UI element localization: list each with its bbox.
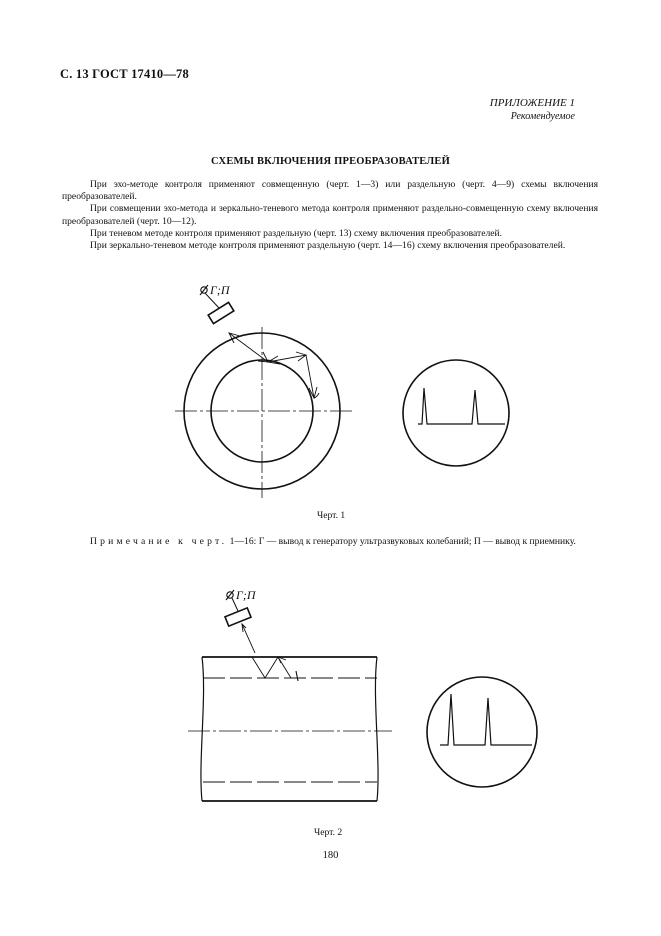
oscilloscope-screen xyxy=(403,360,509,466)
paragraph: При теневом методе контроля применяют раздельную (черт. 13) схему включения преобразователей. xyxy=(90,227,503,239)
note-lead: Примечание к черт. xyxy=(90,536,228,547)
figure-2-diagram xyxy=(188,588,537,801)
arrow-icon xyxy=(278,657,286,663)
pipe-break xyxy=(201,657,204,801)
echo-signal xyxy=(440,694,532,745)
appendix-subtitle: Рекомендуемое xyxy=(510,111,575,122)
figure-note xyxy=(62,536,598,548)
oscilloscope-screen xyxy=(427,677,537,787)
figure-2-connector-label: Г;П xyxy=(236,588,256,602)
paragraph: При совмещении эхо-метода и зеркально-теневого метода контроля применяют раздельно-совмещенную схему включения преобразователей (черт. 10—12). xyxy=(62,203,598,227)
figure-1-connector-label: Г;П xyxy=(210,283,230,297)
transducer xyxy=(208,302,234,323)
figure-1-caption: Черт. 1 xyxy=(317,510,346,521)
paragraph: При эхо-методе контроля применяют совмещенную (черт. 1—3) или раздельную (черт. 4—9) схемы включения преобразователей. xyxy=(62,179,598,203)
echo-signal xyxy=(418,388,505,424)
page-number: 180 xyxy=(322,850,339,861)
figure-2-caption: Черт. 2 xyxy=(314,827,343,838)
document-header: С. 13 ГОСТ 17410—78 xyxy=(60,67,189,81)
appendix-title: ПРИЛОЖЕНИЕ 1 xyxy=(489,97,575,109)
paragraph: При зеркально-теневом методе контроля применяют раздельную (черт. 14—16) схему включения преобразователей. xyxy=(90,240,566,252)
figure-1-diagram xyxy=(175,283,509,498)
pipe-break xyxy=(375,657,378,801)
section-title: СХЕМЫ ВКЛЮЧЕНИЯ ПРЕОБРАЗОВАТЕЛЕЙ xyxy=(211,156,450,167)
note-text: 1—16: Г — вывод к генератору ультразвуковых колебаний; П — вывод к приемнику. xyxy=(227,536,576,547)
